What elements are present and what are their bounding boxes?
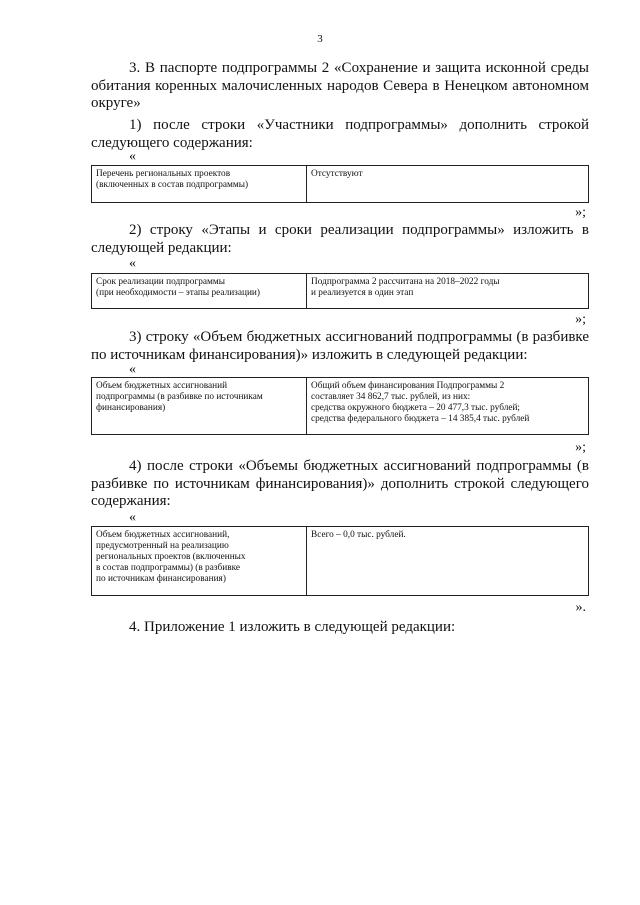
cell-line: Срок реализации подпрограммы xyxy=(96,277,226,287)
row-label xyxy=(92,378,307,435)
cell-line: Отсутствуют xyxy=(311,169,363,179)
passport-table-2 xyxy=(91,273,589,309)
cell-line: по источникам финансирования) xyxy=(96,574,226,584)
item-4-text: 4) после строки «Объемы бюджетных ассигнований подпрограммы (в разбивке по источникам финансирования)» дополнить строкой следующего содержания: xyxy=(91,458,589,509)
table-row xyxy=(92,166,589,203)
row-label xyxy=(92,527,307,596)
row-value xyxy=(307,378,589,435)
open-quote-4: « xyxy=(129,510,136,525)
row-value xyxy=(307,166,589,203)
cell-line: составляет 34 862,7 тыс. рублей, из них: xyxy=(311,392,471,402)
cell-line: подпрограммы (в разбивке по источникам xyxy=(96,392,263,402)
passport-table-3 xyxy=(91,377,589,435)
row-label xyxy=(92,274,307,309)
cell-line: средства федерального бюджета – 14 385,4 тыс. рублей xyxy=(311,414,530,424)
cell-line: Перечень региональных проектов xyxy=(96,169,231,179)
item-2-text: 2) строку «Этапы и сроки реализации подпрограммы» изложить в следующей редакции: xyxy=(91,222,589,256)
paragraph-3-intro: 3. В паспорте подпрограммы 2 «Сохранение и защита исконной среды обитания коренных малочисленных народов Севера в Ненецком автономном округе» xyxy=(91,60,589,111)
cell-line: (при необходимости – этапы реализации) xyxy=(96,288,260,298)
cell-line: и реализуется в один этап xyxy=(311,288,414,298)
item-1-text: 1) после строки «Участники подпрограммы» дополнить строкой следующего содержания: xyxy=(91,117,589,151)
paragraph-4: 4. Приложение 1 изложить в следующей редакции: xyxy=(129,619,456,635)
cell-line: в состав подпрограммы) (в разбивке xyxy=(96,563,241,573)
close-quote-1: »; xyxy=(575,205,586,220)
row-value xyxy=(307,527,589,596)
close-quote-3: »; xyxy=(575,440,586,455)
item-3-text: 3) строку «Объем бюджетных ассигнований подпрограммы (в разбивке по источникам финансирования)» изложить в следующей редакции: xyxy=(91,329,589,363)
close-quote-4: ». xyxy=(575,600,586,615)
cell-line: региональных проектов (включенных xyxy=(96,552,246,562)
table-row xyxy=(92,378,589,435)
cell-line: предусмотренный на реализацию xyxy=(96,541,229,551)
page-number: 3 xyxy=(317,33,323,45)
cell-line: Объем бюджетных ассигнований xyxy=(96,381,228,391)
close-quote-2: »; xyxy=(575,312,586,327)
open-quote-3: « xyxy=(129,362,136,377)
table-row xyxy=(92,274,589,309)
passport-table-4 xyxy=(91,526,589,596)
cell-line: Объем бюджетных ассигнований, xyxy=(96,530,230,540)
open-quote-2: « xyxy=(129,256,136,271)
cell-line: Общий объем финансирования Подпрограммы 2 xyxy=(311,381,505,391)
row-value xyxy=(307,274,589,309)
table-row xyxy=(92,527,589,596)
cell-line: (включенных в состав подпрограммы) xyxy=(96,180,249,190)
cell-line: финансирования) xyxy=(96,403,166,413)
open-quote-1: « xyxy=(129,149,136,164)
cell-line: Подпрограмма 2 рассчитана на 2018–2022 годы xyxy=(311,277,500,287)
row-label xyxy=(92,166,307,203)
cell-line: Всего – 0,0 тыс. рублей. xyxy=(311,530,406,540)
passport-table-1 xyxy=(91,165,589,203)
cell-line: средства окружного бюджета – 20 477,3 тыс. рублей; xyxy=(311,403,521,413)
